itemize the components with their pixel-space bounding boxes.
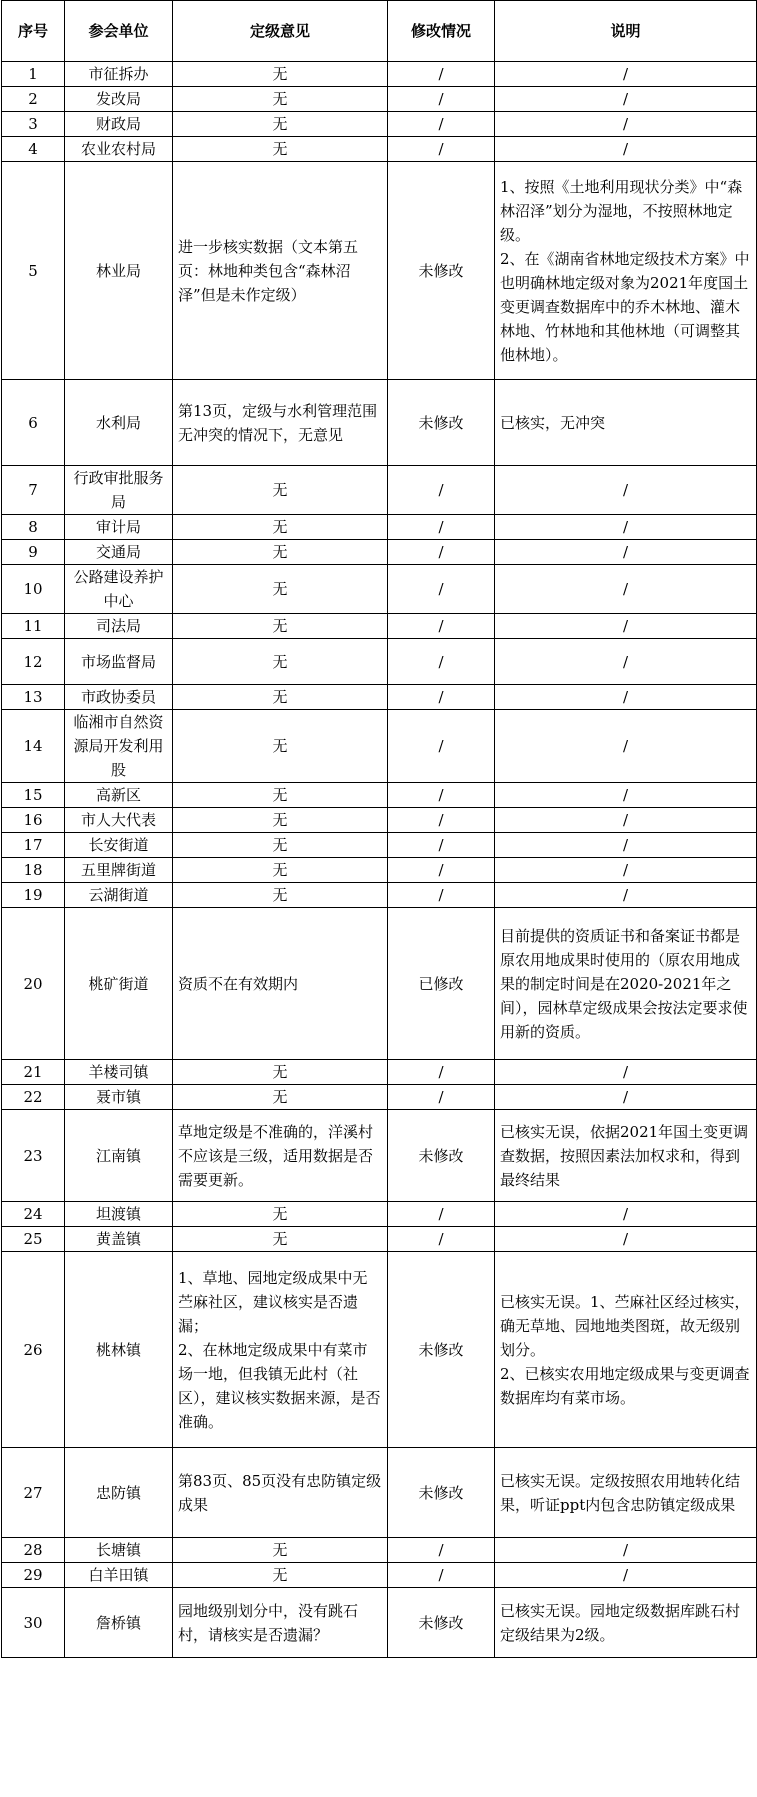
row-number: 6 <box>2 380 65 466</box>
status-text: / <box>388 783 495 808</box>
table-row <box>2 685 757 710</box>
row-number: 3 <box>2 112 65 137</box>
table-row <box>2 808 757 833</box>
note-text: / <box>495 1227 757 1252</box>
note-text: / <box>495 137 757 162</box>
status-text: / <box>388 808 495 833</box>
opinion-text: 1、草地、园地定级成果中无苎麻社区，建议核实是否遗漏； 2、在林地定级成果中有菜市场一地，但我镇无此村（社区），建议核实数据来源，是否准确。 <box>173 1252 388 1448</box>
opinion-text: 无 <box>173 685 388 710</box>
note-text: 已核实无误。1、苎麻社区经过核实，确无草地、园地地类图斑，故无级别划分。 2、已核实农用地定级成果与变更调查数据库均有菜市场。 <box>495 1252 757 1448</box>
note-text: / <box>495 783 757 808</box>
status-text: / <box>388 833 495 858</box>
table-row <box>2 1060 757 1085</box>
row-number: 8 <box>2 515 65 540</box>
note-text: / <box>495 710 757 783</box>
row-number: 5 <box>2 162 65 380</box>
table-row <box>2 1252 757 1448</box>
status-text: / <box>388 1085 495 1110</box>
table-row <box>2 466 757 515</box>
unit-name: 黄盖镇 <box>65 1227 173 1252</box>
note-text: / <box>495 1202 757 1227</box>
unit-name: 市场监督局 <box>65 639 173 685</box>
table-row <box>2 1538 757 1563</box>
table-row <box>2 540 757 565</box>
table-row <box>2 858 757 883</box>
row-number: 4 <box>2 137 65 162</box>
row-number: 22 <box>2 1085 65 1110</box>
status-text: / <box>388 1227 495 1252</box>
status-text: / <box>388 112 495 137</box>
opinion-text: 进一步核实数据（文本第五页：林地种类包含“森林沼泽”但是未作定级） <box>173 162 388 380</box>
opinion-text: 无 <box>173 1538 388 1563</box>
note-text: / <box>495 639 757 685</box>
unit-name: 交通局 <box>65 540 173 565</box>
unit-name: 高新区 <box>65 783 173 808</box>
header-opinion: 定级意见 <box>173 1 388 62</box>
row-number: 1 <box>2 62 65 87</box>
note-text: / <box>495 466 757 515</box>
note-text: / <box>495 87 757 112</box>
note-text: / <box>495 540 757 565</box>
status-text: / <box>388 1563 495 1588</box>
table-row <box>2 639 757 685</box>
row-number: 9 <box>2 540 65 565</box>
opinion-text: 第83页、85页没有忠防镇定级成果 <box>173 1448 388 1538</box>
note-text: / <box>495 62 757 87</box>
row-number: 14 <box>2 710 65 783</box>
table-row <box>2 162 757 380</box>
status-text: 未修改 <box>388 162 495 380</box>
status-text: / <box>388 1538 495 1563</box>
status-text: 未修改 <box>388 1252 495 1448</box>
opinion-text: 无 <box>173 565 388 614</box>
unit-name: 财政局 <box>65 112 173 137</box>
opinion-text: 无 <box>173 1202 388 1227</box>
opinion-text: 无 <box>173 1085 388 1110</box>
note-text: / <box>495 833 757 858</box>
table-row <box>2 1085 757 1110</box>
note-text: / <box>495 1060 757 1085</box>
table-row <box>2 783 757 808</box>
unit-name: 审计局 <box>65 515 173 540</box>
unit-name: 五里牌街道 <box>65 858 173 883</box>
row-number: 25 <box>2 1227 65 1252</box>
table-row <box>2 62 757 87</box>
unit-name: 市征拆办 <box>65 62 173 87</box>
row-number: 15 <box>2 783 65 808</box>
unit-name: 公路建设养护中心 <box>65 565 173 614</box>
note-text: / <box>495 1538 757 1563</box>
opinion-text: 无 <box>173 710 388 783</box>
unit-name: 司法局 <box>65 614 173 639</box>
note-text: / <box>495 515 757 540</box>
opinion-text: 无 <box>173 515 388 540</box>
status-text: / <box>388 685 495 710</box>
status-text: / <box>388 466 495 515</box>
row-number: 10 <box>2 565 65 614</box>
table-row <box>2 883 757 908</box>
row-number: 11 <box>2 614 65 639</box>
note-text: 1、按照《土地利用现状分类》中“森林沼泽”划分为湿地，不按照林地定级。 2、在《湖南省林地定级技术方案》中也明确林地定级对象为2021年度国土变更调查数据库中的乔木林地、灌木林地、竹林地和其他林地（可调整其他林地）。 <box>495 162 757 380</box>
unit-name: 临湘市自然资源局开发利用股 <box>65 710 173 783</box>
opinion-text: 园地级别划分中，没有跳石村，请核实是否遗漏？ <box>173 1588 388 1658</box>
unit-name: 云湖街道 <box>65 883 173 908</box>
unit-name: 市政协委员 <box>65 685 173 710</box>
status-text: / <box>388 883 495 908</box>
table-row <box>2 710 757 783</box>
table-row <box>2 137 757 162</box>
status-text: / <box>388 639 495 685</box>
row-number: 16 <box>2 808 65 833</box>
table-row <box>2 1448 757 1538</box>
opinion-text: 无 <box>173 62 388 87</box>
row-number: 20 <box>2 908 65 1060</box>
opinion-text: 无 <box>173 783 388 808</box>
note-text: / <box>495 685 757 710</box>
table-row <box>2 1563 757 1588</box>
table-row <box>2 1227 757 1252</box>
row-number: 21 <box>2 1060 65 1085</box>
opinion-table <box>1 0 757 1658</box>
unit-name: 林业局 <box>65 162 173 380</box>
note-text: 已核实无误。园地定级数据库跳石村定级结果为2级。 <box>495 1588 757 1658</box>
status-text: / <box>388 87 495 112</box>
row-number: 29 <box>2 1563 65 1588</box>
note-text: / <box>495 565 757 614</box>
row-number: 27 <box>2 1448 65 1538</box>
row-number: 24 <box>2 1202 65 1227</box>
row-number: 30 <box>2 1588 65 1658</box>
unit-name: 桃林镇 <box>65 1252 173 1448</box>
header-note: 说明 <box>495 1 757 62</box>
header-unit: 参会单位 <box>65 1 173 62</box>
opinion-text: 资质不在有效期内 <box>173 908 388 1060</box>
note-text: 已核实，无冲突 <box>495 380 757 466</box>
unit-name: 江南镇 <box>65 1110 173 1202</box>
unit-name: 长安街道 <box>65 833 173 858</box>
row-number: 26 <box>2 1252 65 1448</box>
unit-name: 市人大代表 <box>65 808 173 833</box>
note-text: 已核实无误。定级按照农用地转化结果，听证ppt内包含忠防镇定级成果 <box>495 1448 757 1538</box>
header-row <box>2 1 757 62</box>
note-text: / <box>495 112 757 137</box>
note-text: 目前提供的资质证书和备案证书都是原农用地成果时使用的（原农用地成果的制定时间是在2020-2021年之间），园林草定级成果会按法定要求使用新的资质。 <box>495 908 757 1060</box>
unit-name: 坦渡镇 <box>65 1202 173 1227</box>
status-text: / <box>388 614 495 639</box>
status-text: / <box>388 515 495 540</box>
opinion-text: 无 <box>173 1563 388 1588</box>
status-text: 已修改 <box>388 908 495 1060</box>
status-text: 未修改 <box>388 1110 495 1202</box>
opinion-text: 无 <box>173 112 388 137</box>
row-number: 13 <box>2 685 65 710</box>
note-text: / <box>495 808 757 833</box>
unit-name: 水利局 <box>65 380 173 466</box>
opinion-text: 无 <box>173 639 388 685</box>
note-text: / <box>495 1085 757 1110</box>
row-number: 28 <box>2 1538 65 1563</box>
unit-name: 桃矿街道 <box>65 908 173 1060</box>
status-text: / <box>388 858 495 883</box>
unit-name: 白羊田镇 <box>65 1563 173 1588</box>
unit-name: 聂市镇 <box>65 1085 173 1110</box>
note-text: / <box>495 858 757 883</box>
status-text: 未修改 <box>388 380 495 466</box>
table-row <box>2 1588 757 1658</box>
table-row <box>2 565 757 614</box>
note-text: / <box>495 883 757 908</box>
unit-name: 农业农村局 <box>65 137 173 162</box>
table-row <box>2 1202 757 1227</box>
row-number: 2 <box>2 87 65 112</box>
table-row <box>2 112 757 137</box>
table-row <box>2 833 757 858</box>
status-text: / <box>388 62 495 87</box>
status-text: / <box>388 540 495 565</box>
opinion-text: 无 <box>173 833 388 858</box>
header-no: 序号 <box>2 1 65 62</box>
table-row <box>2 614 757 639</box>
row-number: 19 <box>2 883 65 908</box>
status-text: / <box>388 137 495 162</box>
status-text: 未修改 <box>388 1588 495 1658</box>
note-text: 已核实无误，依据2021年国土变更调查数据，按照因素法加权求和，得到最终结果 <box>495 1110 757 1202</box>
opinion-text: 无 <box>173 614 388 639</box>
row-number: 18 <box>2 858 65 883</box>
note-text: / <box>495 614 757 639</box>
status-text: / <box>388 710 495 783</box>
status-text: / <box>388 1060 495 1085</box>
table-row <box>2 380 757 466</box>
unit-name: 行政审批服务局 <box>65 466 173 515</box>
row-number: 23 <box>2 1110 65 1202</box>
unit-name: 詹桥镇 <box>65 1588 173 1658</box>
table-body <box>2 62 757 1658</box>
header-status: 修改情况 <box>388 1 495 62</box>
table-row <box>2 87 757 112</box>
row-number: 17 <box>2 833 65 858</box>
opinion-text: 无 <box>173 466 388 515</box>
row-number: 7 <box>2 466 65 515</box>
table-row <box>2 1110 757 1202</box>
unit-name: 发改局 <box>65 87 173 112</box>
status-text: / <box>388 565 495 614</box>
note-text: / <box>495 1563 757 1588</box>
unit-name: 长塘镇 <box>65 1538 173 1563</box>
unit-name: 羊楼司镇 <box>65 1060 173 1085</box>
opinion-text: 无 <box>173 87 388 112</box>
opinion-text: 无 <box>173 1060 388 1085</box>
opinion-text: 第13页，定级与水利管理范围无冲突的情况下，无意见 <box>173 380 388 466</box>
opinion-text: 无 <box>173 808 388 833</box>
status-text: / <box>388 1202 495 1227</box>
opinion-text: 无 <box>173 1227 388 1252</box>
opinion-text: 无 <box>173 540 388 565</box>
opinion-text: 无 <box>173 858 388 883</box>
row-number: 12 <box>2 639 65 685</box>
opinion-text: 无 <box>173 137 388 162</box>
status-text: 未修改 <box>388 1448 495 1538</box>
table-row <box>2 908 757 1060</box>
table-row <box>2 515 757 540</box>
opinion-text: 无 <box>173 883 388 908</box>
unit-name: 忠防镇 <box>65 1448 173 1538</box>
opinion-text: 草地定级是不准确的，洋溪村不应该是三级，适用数据是否需要更新。 <box>173 1110 388 1202</box>
